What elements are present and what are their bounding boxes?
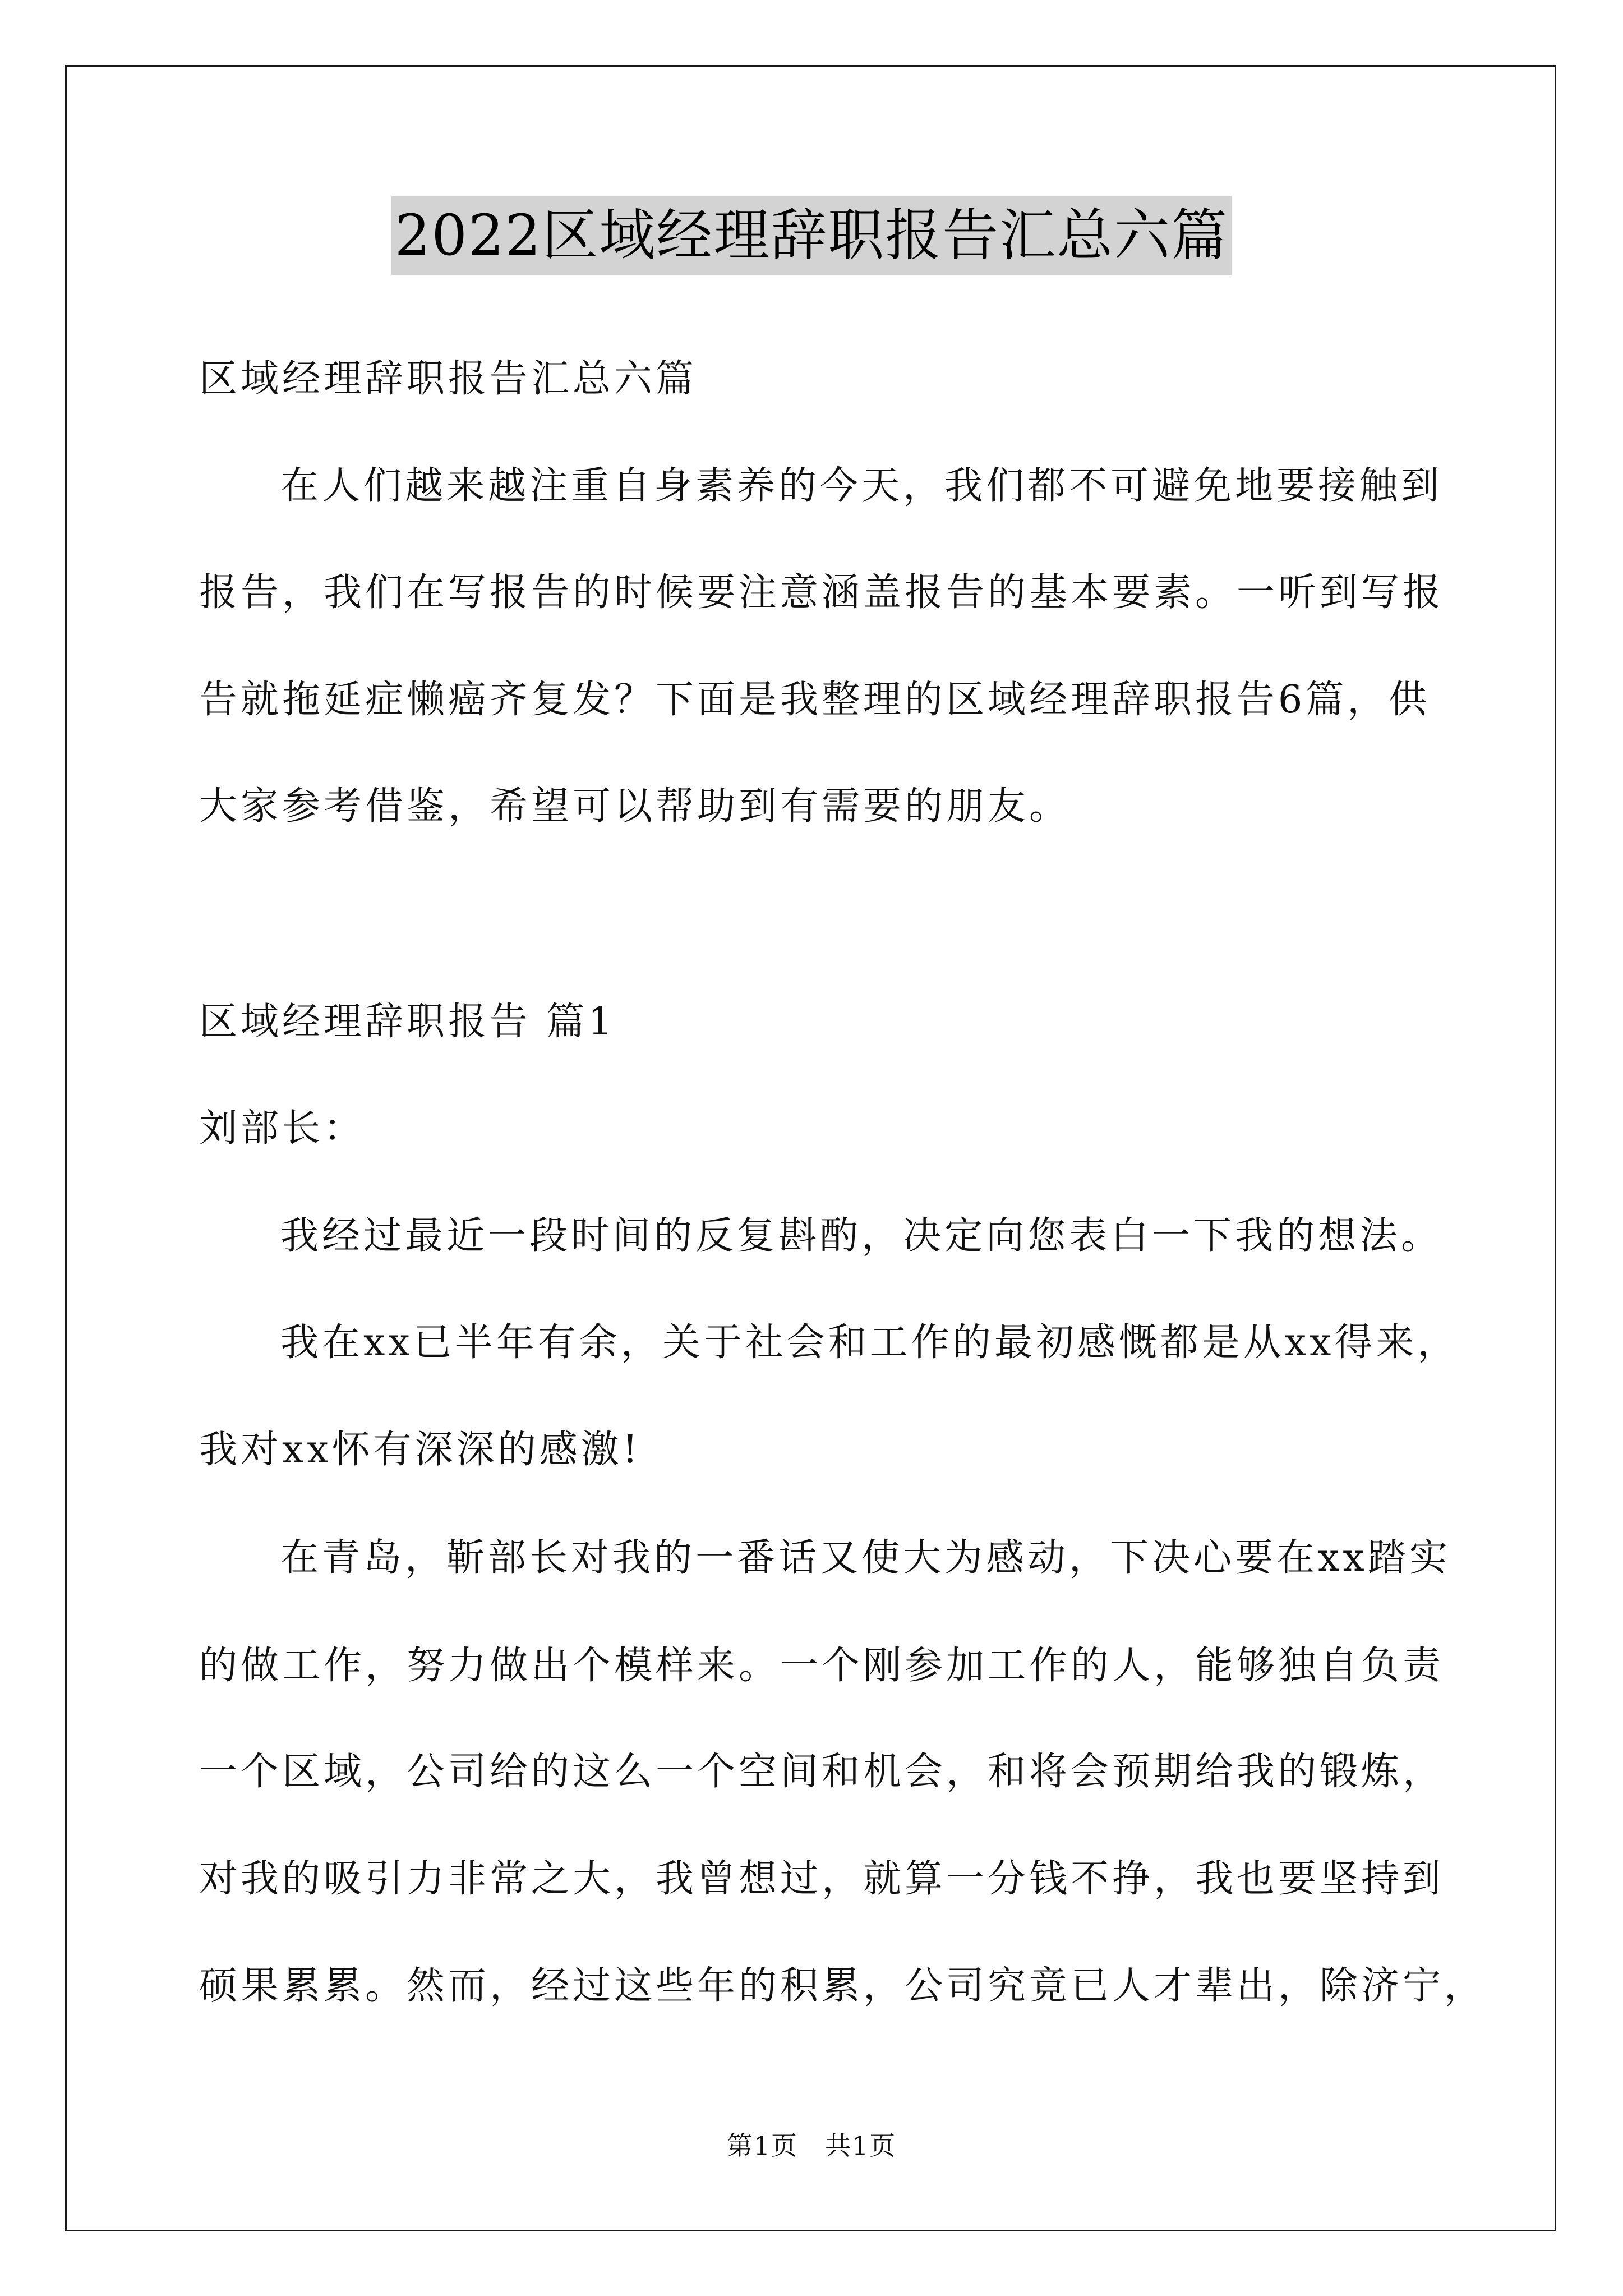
body-paragraph-line: 的做工作，努力做出个模样来。一个刚参加工作的人，能够独自负责	[199, 1644, 1445, 1688]
body-paragraph-line: 我经过最近一段时间的反复斟酌，决定向您表白一下我的想法。	[280, 1214, 1443, 1258]
body-paragraph-line: 我在xx已半年有余，关于社会和工作的最初感慨都是从xx得来，	[280, 1320, 1459, 1365]
body-paragraph-line: 在青岛，靳部长对我的一番话又使大为感动，下决心要在xx踏实	[280, 1536, 1451, 1580]
intro-paragraph-line: 报告，我们在写报告的时候要注意涵盖报告的基本要素。一听到写报	[199, 570, 1445, 615]
body-paragraph-line: 我对xx怀有深深的感激!	[199, 1428, 642, 1472]
section-heading: 区域经理辞职报告 篇1	[199, 1000, 616, 1044]
page-footer: 第1页 共1页	[726, 2131, 897, 2161]
letter-salutation: 刘部长：	[199, 1106, 366, 1151]
intro-paragraph-line: 在人们越来越注重自身素养的今天，我们都不可避免地要接触到	[280, 464, 1443, 508]
document-title: 2022区域经理辞职报告汇总六篇	[391, 196, 1232, 275]
intro-paragraph-line: 大家参考借鉴，希望可以帮助到有需要的朋友。	[199, 784, 1071, 829]
body-paragraph-line: 一个区域，公司给的这么一个空间和机会，和将会预期给我的锻炼，	[199, 1750, 1445, 1794]
body-paragraph-line: 硕果累累。然而，经过这些年的积累，公司究竟已人才辈出，除济宁，	[199, 1964, 1486, 2008]
intro-paragraph-line: 告就拖延症懒癌齐复发？下面是我整理的区域经理辞职报告6篇，供	[199, 678, 1431, 722]
document-subtitle: 区域经理辞职报告汇总六篇	[199, 357, 698, 401]
title-container	[0, 196, 1623, 275]
body-paragraph-line: 对我的吸引力非常之大，我曾想过，就算一分钱不挣，我也要坚持到	[199, 1857, 1445, 1901]
